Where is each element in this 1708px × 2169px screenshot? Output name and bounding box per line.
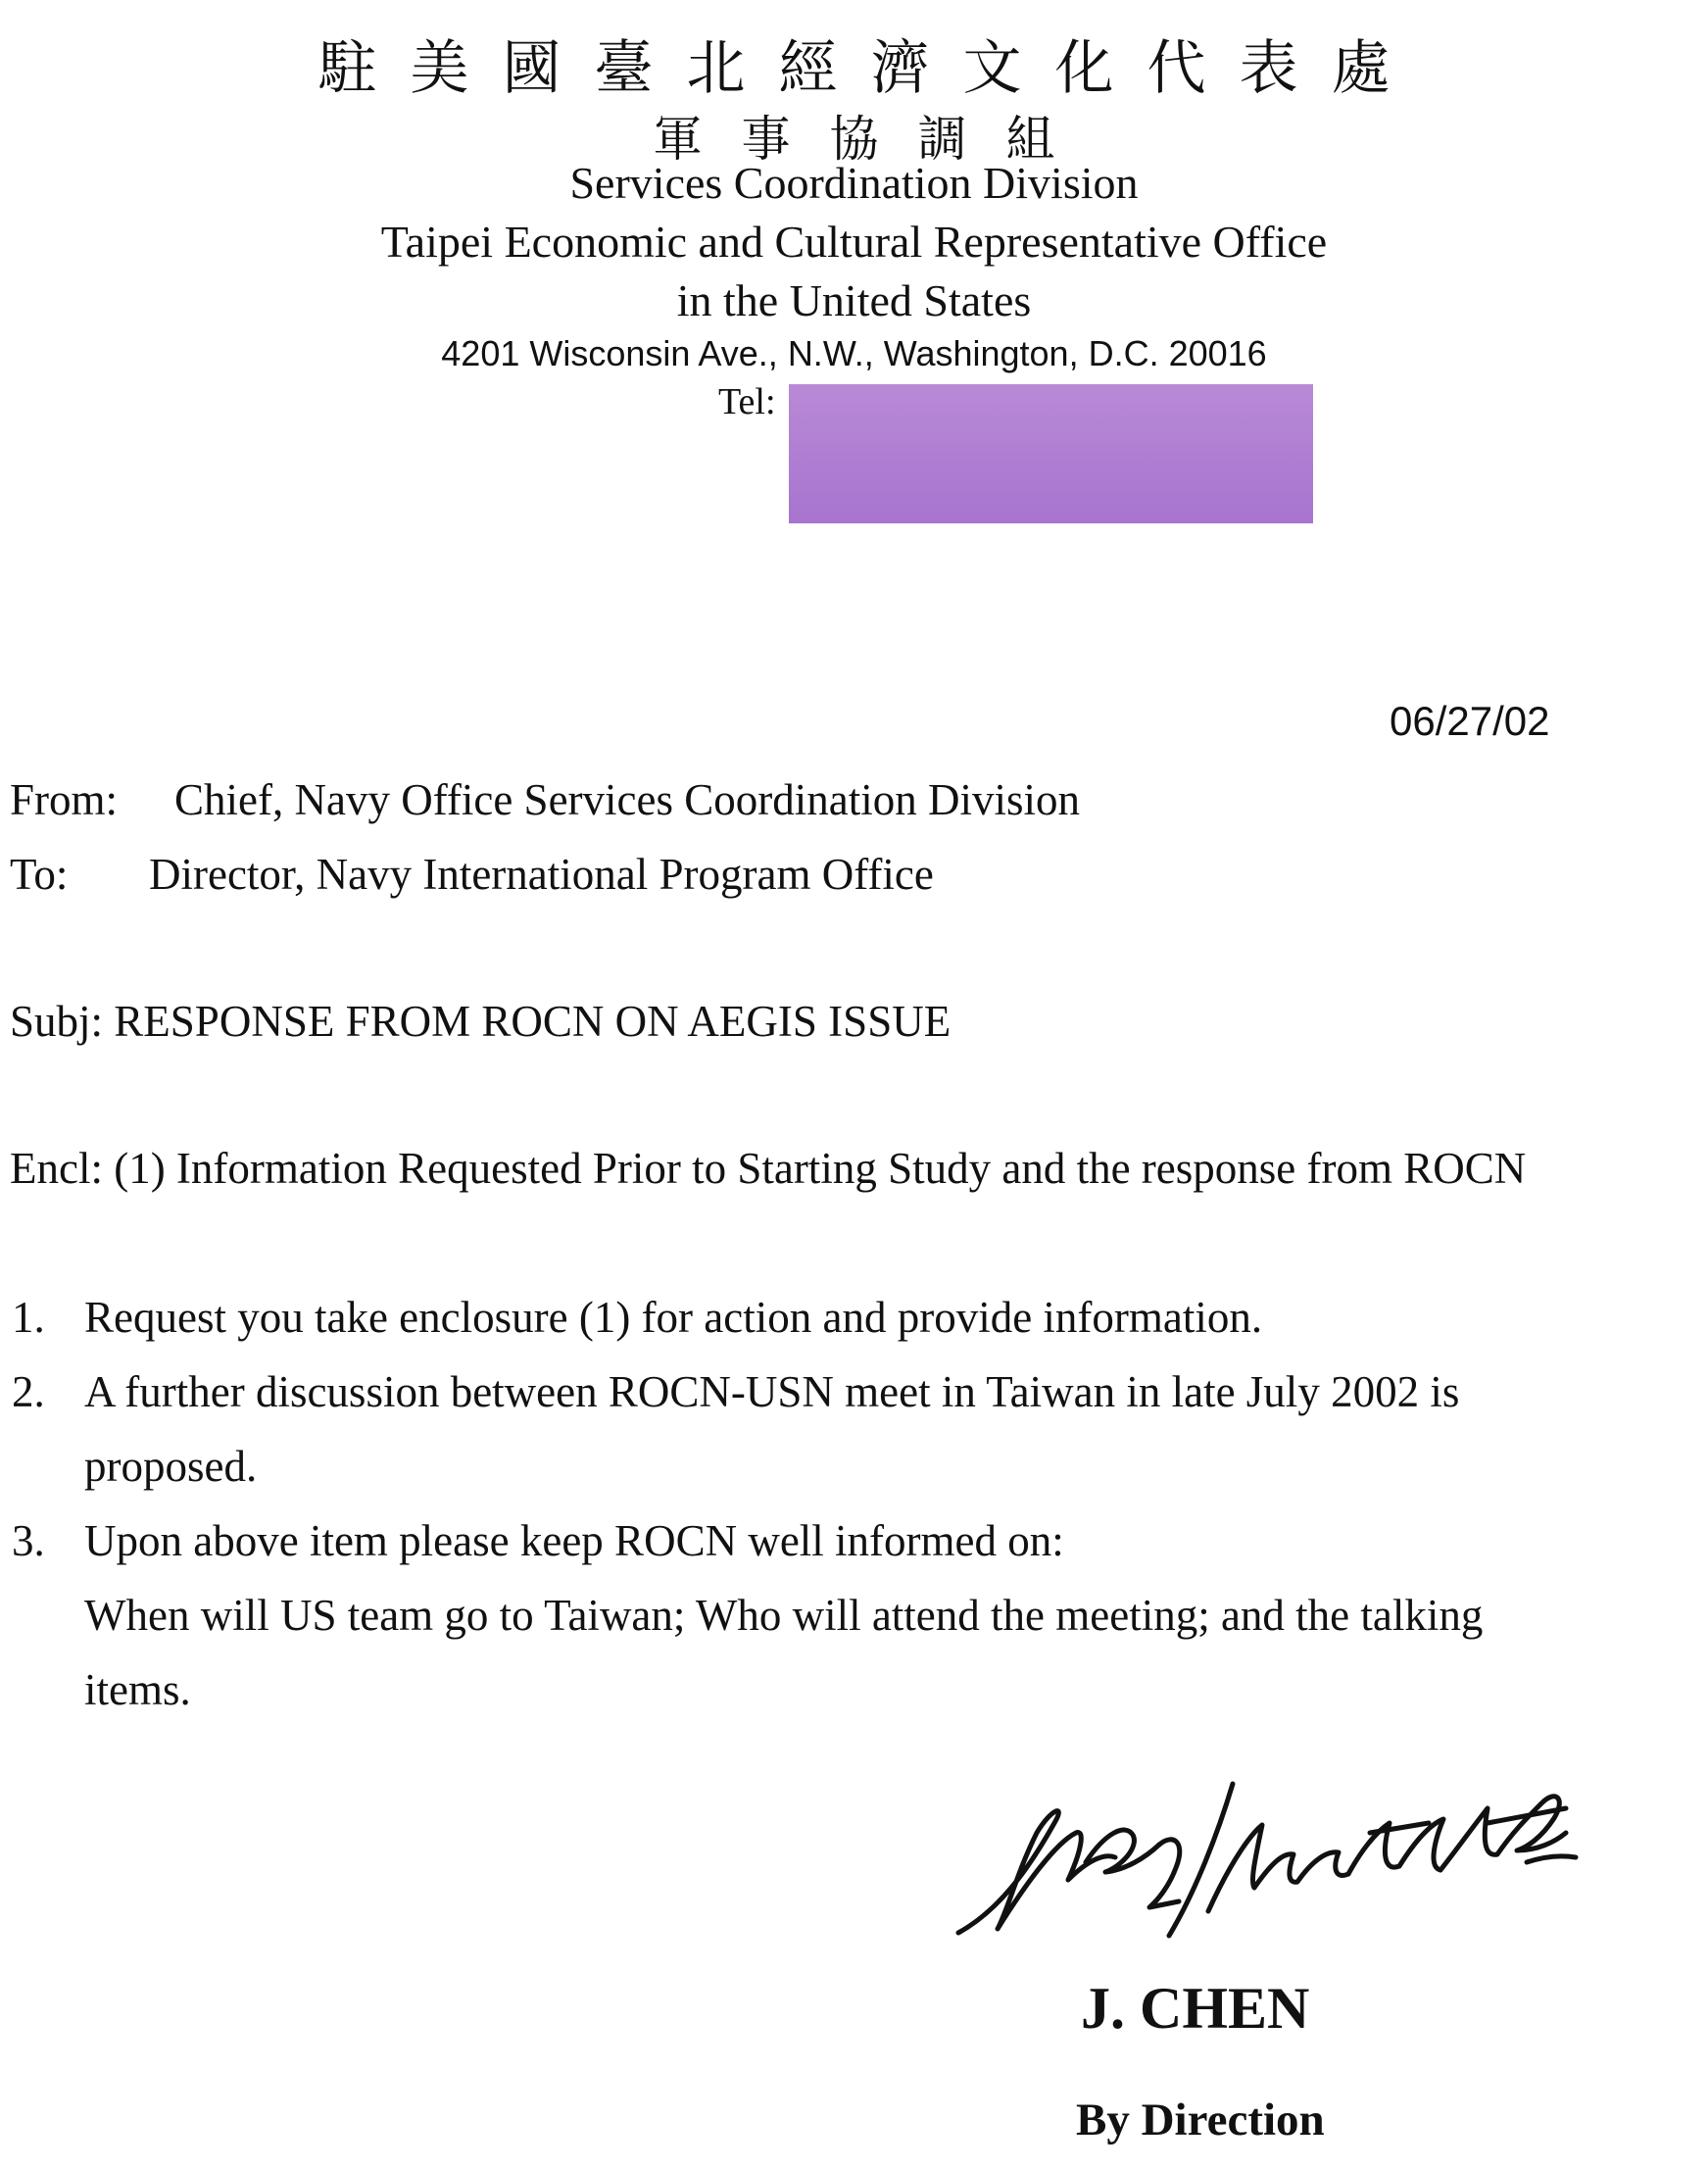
item-text: Request you take enclosure (1) for action and provide information. — [84, 1293, 1263, 1342]
to-label: To: — [10, 850, 69, 899]
letterhead-address: 4201 Wisconsin Ave., N.W., Washington, D.C. 20016 — [441, 333, 1267, 373]
letterhead-country: in the United States — [676, 275, 1032, 325]
item-text: proposed. — [84, 1442, 258, 1491]
memo-subject: Subj: RESPONSE FROM ROCN ON AEGIS ISSUE — [10, 997, 952, 1046]
to-value: Director, Navy International Program Office — [149, 850, 934, 899]
signatory-title: By Direction — [1076, 2095, 1325, 2145]
letterhead-chinese-name: 駐美國臺北經濟文化代表處 — [317, 34, 1424, 103]
letterhead-office: Taipei Economic and Cultural Representative Office — [380, 217, 1328, 267]
memo-enclosure: Encl: (1) Information Requested Prior to Starting Study and the response from ROCN — [10, 1144, 1527, 1193]
signatory-name: J. CHEN — [1081, 1976, 1310, 2041]
from-label: From: — [10, 775, 119, 824]
item-number: 2. — [12, 1367, 45, 1416]
memo-date: 06/27/02 — [1390, 698, 1550, 744]
item-text: When will US team go to Taiwan; Who will attend the meeting; and the talking — [84, 1591, 1484, 1640]
redaction-block — [789, 384, 1313, 523]
item-number: 3. — [12, 1516, 45, 1565]
item-text: items. — [84, 1665, 191, 1714]
item-text: A further discussion between ROCN-USN meet in Taiwan in late July 2002 is — [84, 1367, 1460, 1416]
from-value: Chief, Navy Office Services Coordination Division — [174, 775, 1080, 824]
letterhead-chinese-division: 軍事協調組 — [653, 111, 1095, 168]
item-text: Upon above item please keep ROCN well informed on: — [84, 1516, 1064, 1565]
letterhead-division: Services Coordination Division — [569, 158, 1139, 208]
letterhead-tel-label: Tel: — [718, 381, 776, 422]
item-number: 1. — [12, 1293, 45, 1342]
handwritten-signature — [939, 1764, 1605, 1950]
